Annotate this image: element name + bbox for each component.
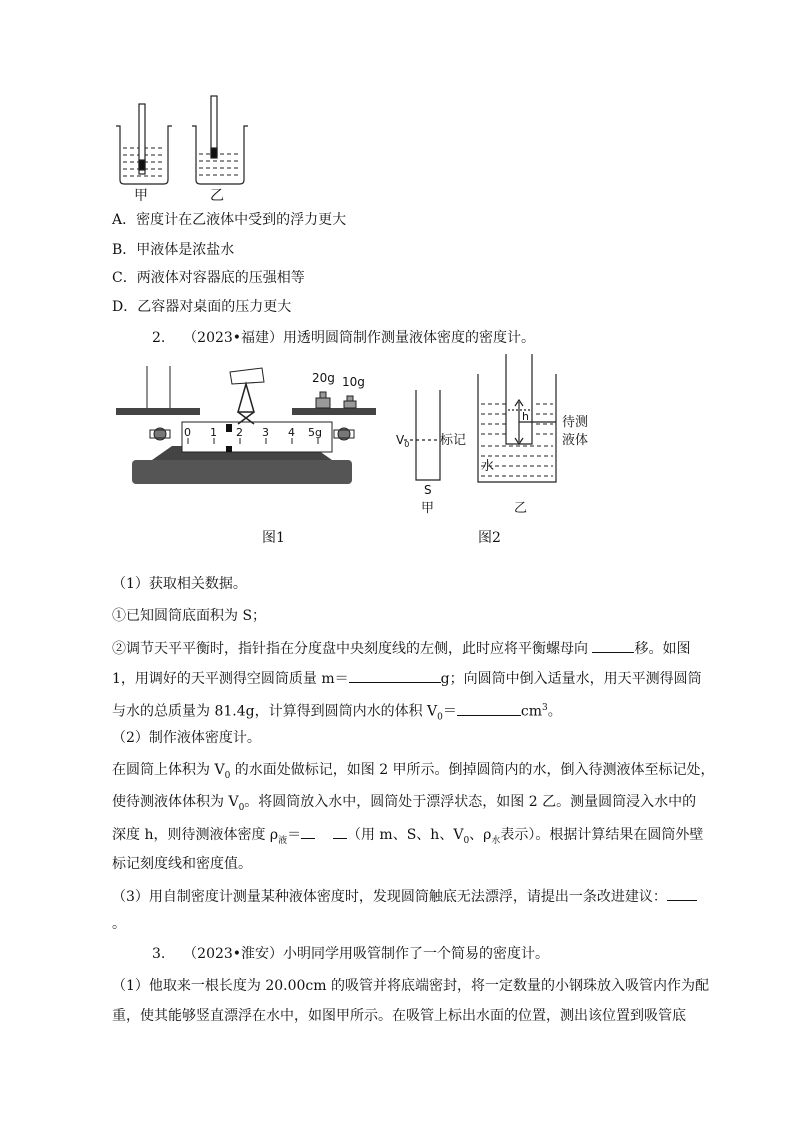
q2-part3: （3）用自制密度计测量某种液体密度时，发现圆筒触底无法漂浮，请提出一条改进建议： [112,886,697,907]
blank-density-1[interactable] [301,824,315,839]
jia-label: 甲 [421,501,435,516]
q2-volume-line: 与水的总质量为 81.4g，计算得到圆筒内水的体积 $V_0= cm^3$。 [112,698,562,727]
blank-volume[interactable] [457,701,521,716]
q2-number: 2. [152,330,166,346]
balance-base [132,460,352,484]
q2-part3-end: 。 [112,916,126,932]
q3-stem: （2023•淮安）小明同学用吸管制作了一个简易的密度计。 [183,946,550,962]
s-label: S [424,483,432,497]
pointer-dial [230,368,264,384]
rider-lower [226,446,232,452]
scale-tick-1: 1 [210,426,217,439]
scale-tick-0: 0 [184,426,191,439]
liquid-label-1: 待测 [562,415,589,430]
q2-item1: ①已知圆筒底面积为 S； [112,608,267,624]
blank-suggestion[interactable] [667,886,697,901]
weight-10g-label: 10g [342,375,365,389]
blank-direction[interactable] [592,638,634,653]
scale-tick-3: 3 [262,426,269,439]
q3-line2: 重，使其能够竖直漂浮在水中，如图甲所示。在吸管上标出水面的位置，测出该位置到吸管底 [112,1008,686,1024]
weight-20g-label: 20g [312,371,335,385]
q2-mass-line: 1，用调好的天平测得空圆筒质量 m＝ g；向圆筒中倒入适量水，用天平测得圆筒 [112,668,702,689]
pointer [238,384,254,424]
weight-20g [316,398,330,408]
left-pan [116,408,200,415]
fig1-caption: 图1 [262,530,285,546]
q2-density-line: 深度 h，则待测液体密度 $\rho_液=$ （用 m、S、h、$V_0$、$\rho_水$表示）。根据计算结果在圆筒外壁 [112,824,703,851]
option-b: B．甲液体是浓盐水 [112,242,235,258]
q2-item2: ②调节天平平衡时，指针指在分度盘中央刻度线的左侧，此时应将平衡螺母向 移。如图 [112,638,690,659]
beaker-figure [112,92,262,204]
q2-scale-line: 标记刻度线和密度值。 [112,856,252,872]
scale-tick-5: 5g [308,426,322,439]
left-knob [150,428,170,440]
balance-figure [112,362,382,492]
blank-mass[interactable] [349,668,441,683]
mark-label: 标记 [440,433,467,448]
beaker-label-b: 乙 [210,188,224,204]
cylinder-a [404,390,440,480]
v0-label: $V_0$ [396,433,410,449]
beaker-a [116,104,172,184]
liquid-label-2: 液体 [562,433,589,448]
option-d: D．乙容器对桌面的压力更大 [112,299,292,315]
q3-header [152,944,549,964]
beaker-b [192,96,248,184]
q2-header [152,328,535,348]
weight-10g [344,401,356,408]
blank-density-2[interactable] [333,824,347,839]
scale-tick-2: 2 [236,426,243,439]
option-c: C．两液体对容器底的压强相等 [112,270,305,286]
q3-line1: （1）他取来一根长度为 20.00cm 的吸管并将底端密封，将一定数量的小钢珠放入吸管内作为配 [112,978,710,994]
q2-float-line: 使待测液体体积为 $V_0$。将圆筒放入水中，圆筒处于漂浮状态，如图 2 乙。测量圆筒浸入水中的 [112,794,697,813]
h-label: h [522,410,529,423]
q3-number: 3. [152,946,166,962]
fig2-caption: 图2 [478,530,501,546]
rider [226,424,232,432]
water-label: 水 [481,459,495,474]
right-pan [292,408,376,415]
q2-mark-line: 在圆筒上体积为 $V_0$ 的水面处做标记，如图 2 甲所示。倒掉圆筒内的水，倒入待测液体至标记处， [112,762,715,781]
scale-tick-4: 4 [288,426,295,439]
q2-stem: （2023•福建）用透明圆筒制作测量液体密度的密度计。 [183,330,536,346]
option-a: A．密度计在乙液体中受到的浮力更大 [112,212,347,228]
q2-part1: （1）获取相关数据。 [112,576,247,592]
cylinder-figure [396,354,616,520]
q2-part2: （2）制作液体密度计。 [112,730,261,746]
yi-label: 乙 [514,501,528,516]
beaker-label-a: 甲 [134,188,148,204]
right-knob [334,428,354,440]
